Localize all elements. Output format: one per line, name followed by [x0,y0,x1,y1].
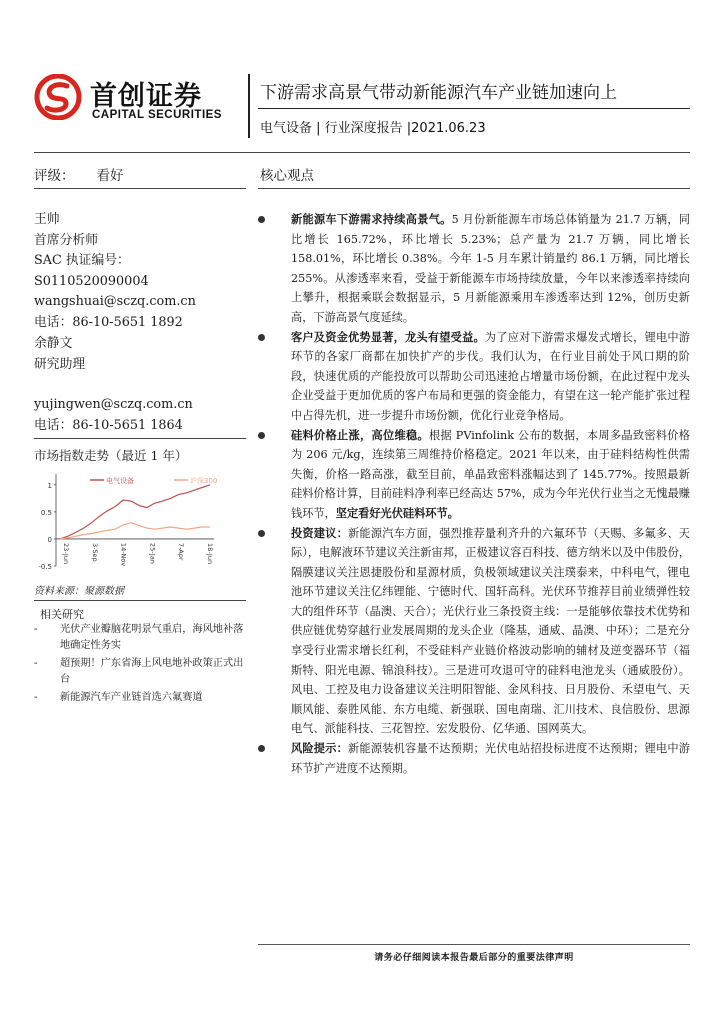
analyst-1 [34,210,196,333]
report-title: 下游需求高景气带动新能源汽车产业链加速向上 [260,83,617,103]
series-line [60,485,210,539]
title-underline [258,108,690,109]
core-point-text: 为了应对下游需求爆发式增长，锂电中游环节的各家厂商都在加快扩产的步伐。我们认为，在行业目前处于风口期的阶段，快速优质的产能投放可以帮助公司迅速抢占增量市场份额，在此过程中龙头企业受益于更加优质的客户布局和更强的资金能力，有望在这一轮产能扩张过程中占得先机，进一步提升市场份额，优化行业竞争格局。 [291,330,690,422]
core-point [258,328,690,426]
bullet-icon [258,216,265,223]
analyst-cert: S0110520090004 [34,273,149,289]
core-point-emphasis: 坚定看好光伏硅料环节。 [335,505,459,520]
related-research-item[interactable]: - 新能源汽车产业链首选六氟赛道 [34,690,246,706]
core-point [258,524,690,740]
header-divider [248,74,250,138]
market-index-chart [34,468,244,578]
core-point-text: 新能源装机容量不达预期；光伏电站招投标进度不达预期；锂电中游环节扩产进度不达预期。 [291,742,690,775]
y-tick-label: 0 [47,535,52,544]
core-point-heading: 硅料价格止涨，高位维稳。 [291,427,429,442]
related-research-heading: 相关研究 [40,608,84,621]
y-tick-label: 0.5 [40,508,52,517]
x-tick-label: 18-Jun [206,542,214,565]
core-point-heading: 风险提示： [291,741,349,756]
chart-title: 市场指数走势（最近 1 年） [34,448,188,463]
core-point [258,739,690,778]
footer-rule [258,944,690,945]
analyst-2 [34,334,193,436]
core-point [258,426,690,524]
core-points-heading: 核心观点 [260,168,314,184]
bullet-icon [258,745,265,752]
analyst-name: 王帅 [34,212,60,227]
legend-label: 电气设备 [106,477,134,485]
logo-chinese-name: 首创证券 [90,81,202,112]
related-research-item[interactable]: - 超预期！广东省海上风电地补政策正式出台 [34,656,246,688]
bullet-icon [258,334,265,341]
bullet-icon [258,432,265,439]
core-rule [258,188,690,189]
analyst-email: yujingwen@sczq.com.cn [34,397,193,412]
analyst-email: wangshuai@sczq.com.cn [34,294,196,309]
legend-label: 沪深300 [190,477,218,485]
header-bottom-rule [34,152,690,153]
rating-rule [34,188,246,189]
rating [34,164,124,184]
report-subtitle: 电气设备 | 行业深度报告 |2021.06.23 [260,121,486,136]
source-rule [34,600,246,601]
core-points [258,210,690,778]
logo-english-name: CAPITAL SECURITIES [92,109,222,121]
y-tick-label: -0.5 [38,563,52,571]
capital-securities-logo-icon [34,74,82,120]
y-tick-label: 1 [47,481,52,490]
series-line [60,523,210,539]
x-tick-label: 25-Jan [148,542,157,564]
analyst-role: 首席分析师 [34,232,98,248]
bullet-icon [258,530,265,537]
company-logo [34,72,234,122]
core-point-text: 新能源汽车方面，强烈推荐量利齐升的六氟环节（天赐、多氟多、天际），电解液环节建议关注新宙邦，正极建议容百科技、德方纳米以及中伟股份，隔膜建议关注恩捷股份和星源材质，负极领域建议关注璞泰来，中科电气，锂电池环节建议关注亿纬锂能、宁德时代、国轩高科。光伏环节推荐目前业绩弹性较大的组件环节（晶澳、天合）；光伏行业三条投资主线：一是能够依靠技术优势和供应链优势穿越行业发展周期的龙头企业（隆基，通威、晶澳、中环）；二是充分享受行业需求增长红利，不受硅料产业链价格波动影响的辅材及逆变器环节（福斯特、阳光电源、锦浪科技）。三是进可攻退可守的硅料电池龙头（通威股份）。风电、工控及电力设备建议关注明阳智能、金风科技、日月股份、禾望电气、天顺风能、泰胜风能、东方电缆、新强联、国电南瑞、汇川技术、良信股份、思源电气、派能科技、三花智控、宏发股份、亿华通、国网英大。 [291,526,690,736]
related-research-list [34,622,246,708]
analyst-name: 余静文 [34,336,73,351]
core-point-text: 根据 PVinfolink 公布的数据，本周多晶致密料价格为 206 元/kg，连续第三周维持价格稳定。2021 年以来，由于硅料结构性供需失衡，价格一路高涨，截至目前，单晶致密料涨幅达到了 145.77%。按照最新硅料价格计算，目前硅料净利率已经高达 57%，成为今年光伏行业当之无愧最赚钱环节， [291,428,690,520]
x-tick-label: 3-Sep [90,542,99,562]
rating-label: 评级： [34,168,75,184]
core-point-text: 5 月份新能源车市场总体销量为 21.7 万辆，同比增长 165.72%，环比增长 5.23%；总产量为 21.7 万辆，同比增长 158.01%，环比增长 0.38%。今年 1-5 月车累计销量约 86.1 万辆，同比增长 255%。从渗透率来看，受益于新能源车市场持续放量，今年以来渗透率持续向上攀升，根据乘联会数据显示，5 月新能源乘用车渗透率达到 12%，创历史新高，下游高景气度延续。 [291,213,690,324]
x-tick-label: 23-Jun [62,542,70,565]
analyst-role: 研究助理 [34,356,86,372]
analyst-cert-label: SAC 执证编号： [34,253,130,268]
analyst-phone: 电话：86-10-5651 1864 [34,417,183,433]
rating-value: 看好 [96,168,124,184]
analyst-phone: 电话：86-10-5651 1892 [34,314,183,330]
core-point [258,210,690,328]
analyst-rule [34,438,246,439]
chart-source: 资料来源：聚源数据 [34,586,124,597]
x-tick-label: 14-Nov [119,542,128,567]
related-research-item[interactable]: - 光伏产业瓣脑花明景气重启，海风地补落地确定性务实 [34,622,246,654]
core-point-heading: 客户及资金优势显著，龙头有望受益。 [291,329,485,344]
core-point-heading: 投资建议： [291,525,349,540]
x-tick-label: 7-Apr [177,542,186,561]
core-point-heading: 新能源车下游需求持续高景气。 [291,212,452,226]
legal-disclaimer-notice: 请务必仔细阅读本报告最后部分的重要法律声明 [374,953,574,963]
